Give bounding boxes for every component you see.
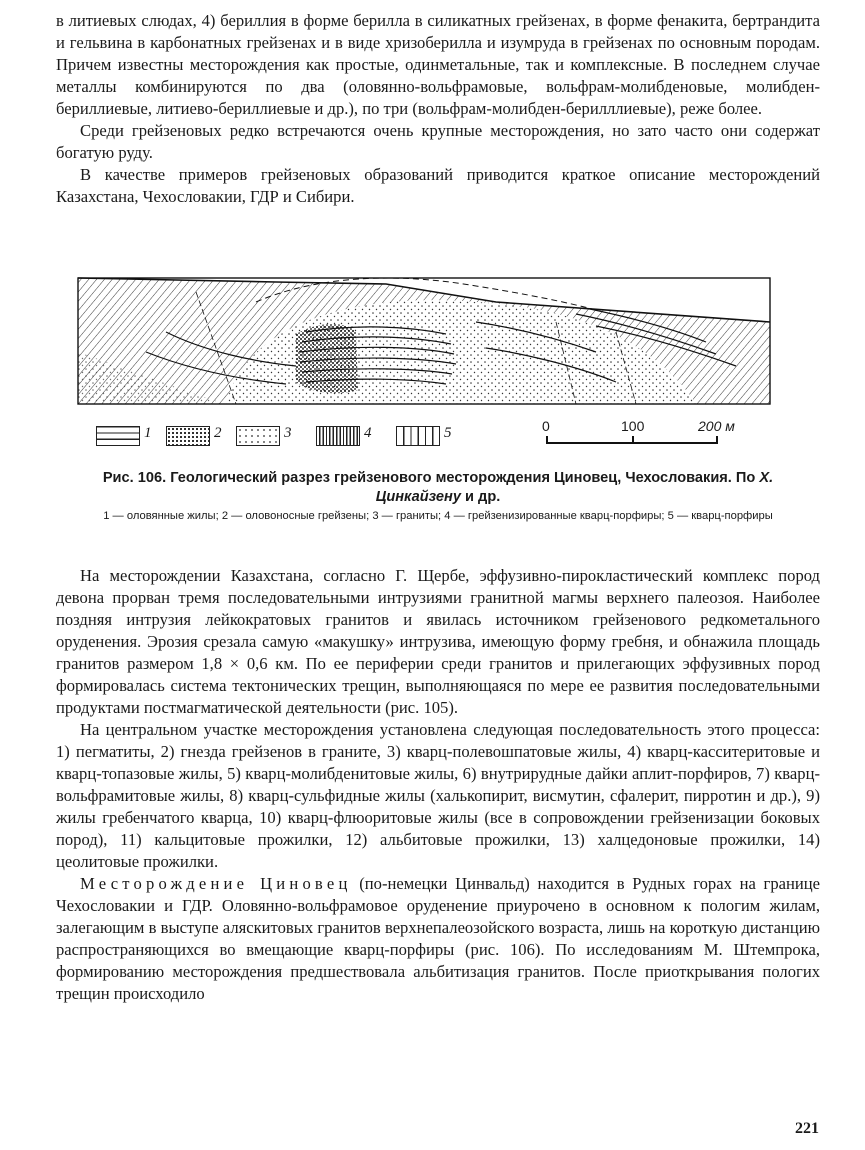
scale-label-200: 200 м [698, 418, 735, 434]
legend-swatch-greisenized-porphyry [316, 426, 360, 446]
cinovec-text: (по-немецки Цинвальд) находится в Рудных горах на границе Чехословакии и ГДР. Оловянно-вольфрамовое оруденение приурочено в основном к пологим жилам, залегающим в выступе аляскитовых гранитов верхнепалеозойского возраста, лишь на короткую дистанцию распространяющихся во вмещающие кварц-порфиры (рис. 106). По исследованиям М. Штемпрока, формированию месторождения предшествовала альбитизация гранитов. После приоткрывания пологих трещин происходило [56, 874, 820, 1003]
legend-number: 4 [364, 425, 372, 441]
scale-bar [542, 418, 796, 454]
geological-section-drawing [56, 262, 820, 427]
bottom-text-block [56, 565, 820, 1005]
figure-106 [56, 262, 820, 547]
paragraph-examples: В качестве примеров грейзеновых образований приводится краткое описание месторождений Казахстана, Чехословакии, ГДР и Сибири. [56, 165, 820, 206]
figure-caption [76, 469, 800, 507]
legend-number: 3 [284, 425, 292, 441]
paragraph-sequence: На центральном участке месторождения установлена следующая последовательность этого процесса: 1) пегматиты, 2) гнезда грейзенов в граните, 3) кварц-полевошпатовые жилы, 4) кварц-касситеритовые и кварц-топазовые жилы, 5) кварц-молибденитовые жилы, 6) внутрирудные дайки аплит-порфиров, 7) кварц-вольфрамитовые жилы, 8) кварц-сульфидные жилы (халькопирит, висмутин, сфалерит, пирротин и др.), 9) жилы гребенчатого кварца, 10) кварц-флюоритовые жилы (все в сопровождении грейзенизации боковых пород), 11) кальцитовые прожилки, 12) альбитовые прожилки, 13) халцедоновые прожилки, 14) цеолитовые прожилки. [56, 720, 820, 871]
cinovec-heading: Месторождение Циновец [80, 874, 352, 893]
caption-main: Рис. 106. Геологический разрез грейзенового месторождения Циновец, Чехословакия. По [102, 470, 756, 486]
legend-swatch-quartz-porphyry [396, 426, 440, 446]
caption-tail: и др. [465, 489, 501, 505]
legend-swatch-tin-greisens [166, 426, 210, 446]
legend-number: 5 [444, 425, 452, 441]
page-number: 221 [795, 1120, 819, 1137]
figure-legend [96, 418, 796, 454]
scale-label-100: 100 [621, 418, 645, 434]
legend-number: 1 [144, 425, 152, 441]
top-text-block [56, 10, 820, 208]
paragraph-greisen-deposits: Среди грейзеновых редко встречаются очень крупные месторождения, но зато часто они содержат богатую руду. [56, 121, 820, 162]
legend-swatch-tin-veins [96, 426, 140, 446]
legend-swatch-granites [236, 426, 280, 446]
legend-number: 2 [214, 425, 222, 441]
caption-author: Х. Цинкайзену [375, 470, 774, 505]
figure-legend-description: 1 — оловянные жилы; 2 — оловоносные грейзены; 3 — граниты; 4 — грейзенизированные кварц-порфиры; 5 — кварц-порфиры [103, 510, 773, 522]
paragraph-cinovec [56, 873, 820, 1005]
paragraph-kazakhstan: На месторождении Казахстана, согласно Г. Щербе, эффузивно-пирокластический комплекс пород девона прорван тремя последовательными интрузиями гранитной магмы верхнего палеозоя. Наиболее поздняя интрузия лейкократовых гранитов и явилась источником грейзенового редкометального оруденения. Эрозия срезала самую «макушку» интрузива, имеющую форму гребня, и обнажила площадь гранитов размером 1,8 × 0,6 км. По ее периферии среди гранитов и прилегающих эффузивных пород формировалась система тектонических трещин, выполняющаяся по мере ее развития последовательными продуктами постмагматической деятельности (рис. 105). [56, 566, 820, 717]
scale-label-0: 0 [542, 418, 550, 434]
paragraph-continuation: в литиевых слюдах, 4) бериллия в форме берилла в силикатных грейзенах, в форме фенакита, бертрандита и гельвина в карбонатных грейзенах и в виде хризоберилла и изумруда в грейзенах по основным породам. Причем известны месторождения как простые, одинметальные, так и комплексные. В последнем случае металлы комбинируются по два (оловянно-вольфрамовые, вольфрам-молибденовые, молибден-бериллиевые, литиево-бериллиевые и др.), по три (вольфрам-молибден-берилллиевые), реже более. [56, 11, 820, 118]
